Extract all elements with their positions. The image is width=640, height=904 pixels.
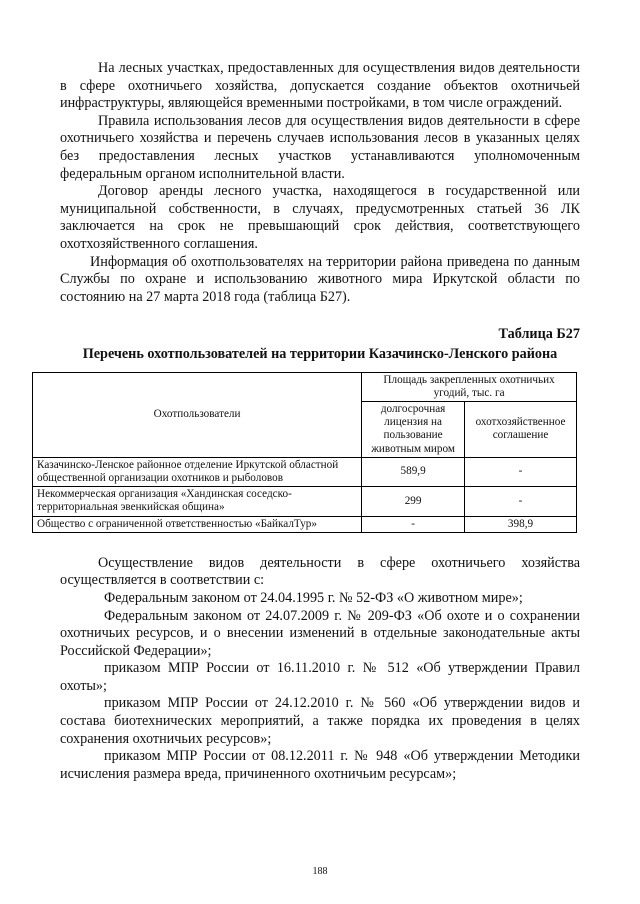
table-title: Перечень охотпользователей на территории Казачинско-Ленского района: [82, 345, 558, 362]
table-row: [33, 487, 577, 516]
page-content: [37, 60, 580, 783]
cell-agreement-area: -: [465, 487, 577, 516]
header-agreement: охотхозяйственное соглашение: [465, 401, 577, 457]
list-intro: Осуществление видов деятельности в сфере охотничьего хозяйства осуществляется в соответствии с:: [60, 554, 580, 589]
header-users: Охотпользователи: [33, 372, 362, 457]
paragraph-forest-plots: На лесных участках, предоставленных для осуществления видов деятельности в сфере охотничьего хозяйства, допускается создание объектов охотничьей инфраструктуры, являющейся временными постройками, в том числе ограждений.: [60, 60, 580, 112]
header-license: долгосрочная лицензия на пользование животным миром: [362, 401, 465, 457]
cell-user-name: Некоммерческая организация «Хандинская соседско-территориальная эвенкийская община»: [33, 487, 362, 516]
list-item: приказом МПР России от 08.12.2011 г. № 948 «Об утверждении Методики исчисления размера вреда, причиненного охотничьим ресурсам»;: [60, 748, 580, 782]
list-item: Федеральным законом от 24.04.1995 г. № 52-ФЗ «О животном мире»;: [104, 589, 523, 606]
legal-basis-list: [60, 555, 580, 784]
list-item: приказом МПР России от 16.11.2010 г. № 512 «Об утверждении Правил охоты»;: [60, 660, 580, 694]
page-number: 188: [312, 866, 328, 877]
paragraph-lease-agreement: Договор аренды лесного участка, находящегося в государственной или муниципальной собственности, в случаях, предусмотренных статьей 36 ЛК заключается на срок не превышающий срок действия, соответствующего охотхозяйственного соглашения.: [60, 183, 580, 252]
table-row: [33, 516, 577, 532]
cell-agreement-area: 398,9: [465, 516, 577, 532]
cell-user-name: Общество с ограниченной ответственностью «БайкалТур»: [33, 516, 362, 532]
header-area-group: Площадь закрепленных охотничьих угодий, тыс. га: [362, 372, 577, 401]
paragraph-hunt-users-info: Информация об охотпользователях на территории района приведена по данным Службы по охране и использованию животного мира Иркутской области по состоянию на 27 марта 2018 года (таблица Б27).: [60, 253, 580, 305]
table-header-row: [33, 372, 577, 401]
table-row: [33, 457, 577, 486]
cell-user-name: Казачинско-Ленское районное отделение Иркутской областной общественной организации охотников и рыболовов: [33, 457, 362, 486]
paragraph-forest-use-rules: Правила использования лесов для осуществления видов деятельности в сфере охотничьего хозяйства и перечень случаев использования лесов в указанных целях без предоставления лесных участков устанавливаются уполномоченным федеральным органом исполнительной власти.: [60, 112, 580, 182]
hunt-users-table: [32, 372, 577, 533]
list-item: приказом МПР России от 24.12.2010 г. № 560 «Об утверждении видов и состава биотехнических мероприятий, а также порядка их проведения в целях сохранения охотничьих ресурсов»;: [60, 695, 580, 747]
cell-agreement-area: -: [465, 457, 577, 486]
cell-license-area: 299: [362, 487, 465, 516]
table-caption: Таблица Б27: [498, 326, 580, 343]
cell-license-area: -: [362, 516, 465, 532]
list-item: Федеральным законом от 24.07.2009 г. № 209-ФЗ «Об охоте и о сохранении охотничьих ресурсов, и о внесении изменений в отдельные законодательные акты Российской Федерации»;: [60, 607, 580, 659]
cell-license-area: 589,9: [362, 457, 465, 486]
